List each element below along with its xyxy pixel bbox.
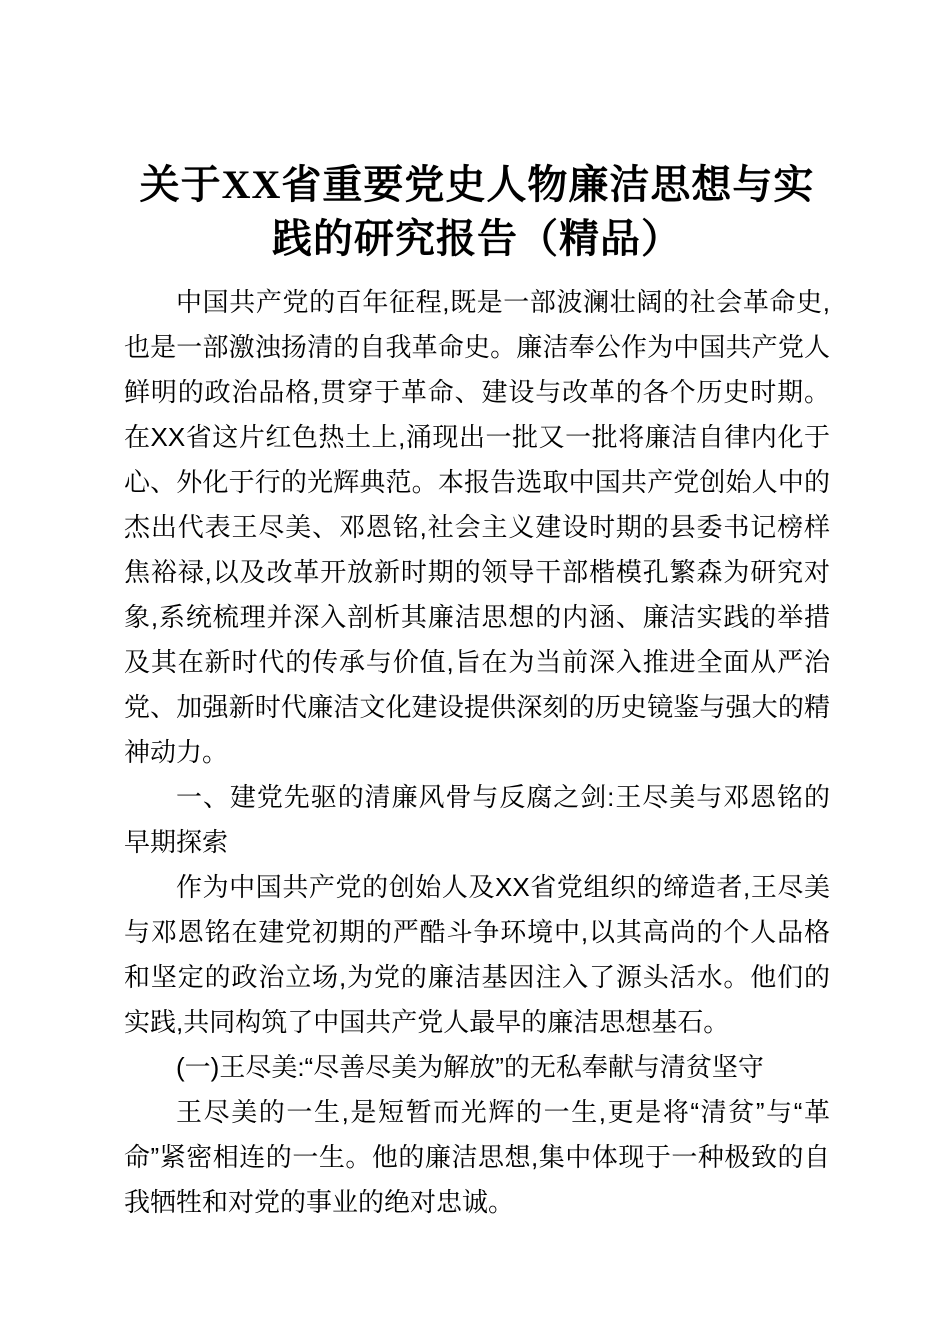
body-paragraph: 王尽美的一生,是短暂而光辉的一生,更是将“清贫”与“革命”紧密相连的一生。他的廉洁思想,集中体现于一种极致的自我牺牲和对党的事业的绝对忠诚。 xyxy=(124,1097,830,1217)
subsection-heading: (一)王尽美:“尽善尽美为解放”的无私奉献与清贫坚守 xyxy=(176,1052,764,1082)
intro-paragraph: 中国共产党的百年征程,既是一部波澜壮阔的社会革命史,也是一部激浊扬清的自我革命史。廉洁奉公作为中国共产党人鲜明的政治品格,贯穿于革命、建设与改革的各个历史时期。在XX省这片红色热土上,涌现出一批又一批将廉洁自律内化于心、外化于行的光辉典范。本报告选取中国共产党创始人中的杰出代表王尽美、邓恩铭,社会主义建设时期的县委书记榜样焦裕禄,以及改革开放新时期的领导干部楷模孔繁森为研究对象,系统梳理并深入剖析其廉洁思想的内涵、廉洁实践的举措及其在新时代的传承与价值,旨在为当前深入推进全面从严治党、加强新时代廉洁文化建设提供深刻的历史镜鉴与强大的精神动力。 xyxy=(124,287,830,767)
body-paragraph: 作为中国共产党的创始人及XX省党组织的缔造者,王尽美与邓恩铭在建党初期的严酷斗争环境中,以其高尚的个人品格和坚定的政治立场,为党的廉洁基因注入了源头活水。他们的实践,共同构筑了中国共产党人最早的廉洁思想基石。 xyxy=(124,872,830,1037)
section-heading: 一、建党先驱的清廉风骨与反腐之剑:王尽美与邓恩铭的早期探索 xyxy=(124,782,830,857)
document-title: 关于XX省重要党史人物廉洁思想与实践的研究报告（精品） xyxy=(139,162,815,261)
